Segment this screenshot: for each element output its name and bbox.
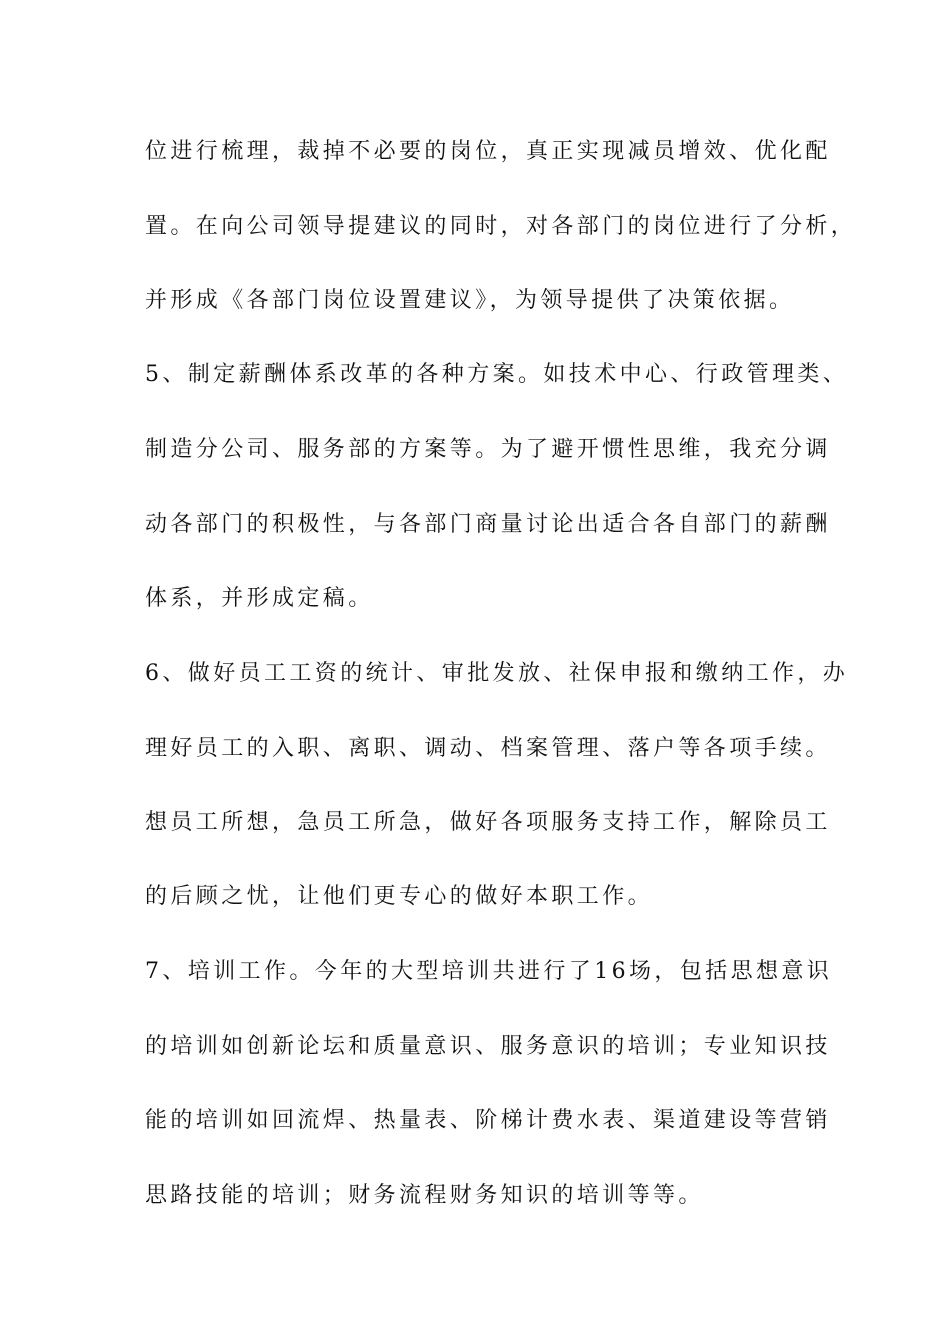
text-line: 6、做好员工工资的统计、审批发放、社保申报和缴纳工作，办 xyxy=(145,661,849,686)
text-line: 的后顾之忧，让他们更专心的做好本职工作。 xyxy=(145,884,654,909)
text-line: 7、培训工作。今年的大型培训共进行了16场，包括思想意识 xyxy=(145,959,833,984)
text-line: 位进行梳理，裁掉不必要的岗位，真正实现减员增效、优化配 xyxy=(145,139,831,164)
text-line: 动各部门的积极性，与各部门商量讨论出适合各自部门的薪酬 xyxy=(145,512,831,537)
text-line: 体系，并形成定稿。 xyxy=(145,586,374,611)
text-line: 能的培训如回流焊、热量表、阶梯计费水表、渠道建设等营销 xyxy=(145,1108,831,1133)
text-line: 思路技能的培训；财务流程财务知识的培训等等。 xyxy=(145,1183,704,1208)
text-line: 并形成《各部门岗位设置建议》，为领导提供了决策依据。 xyxy=(145,288,795,313)
text-line: 想员工所想，急员工所急，做好各项服务支持工作，解除员工 xyxy=(145,810,831,835)
text-line: 的培训如创新论坛和质量意识、服务意识的培训；专业知识技 xyxy=(145,1034,831,1059)
text-line: 置。在向公司领导提建议的同时，对各部门的岗位进行了分析， xyxy=(145,214,857,239)
text-line: 5、制定薪酬体系改革的各种方案。如技术中心、行政管理类、 xyxy=(145,362,849,387)
text-line: 制造分公司、服务部的方案等。为了避开惯性思维，我充分调 xyxy=(145,437,831,462)
text-line: 理好员工的入职、离职、调动、档案管理、落户等各项手续。 xyxy=(145,736,831,761)
